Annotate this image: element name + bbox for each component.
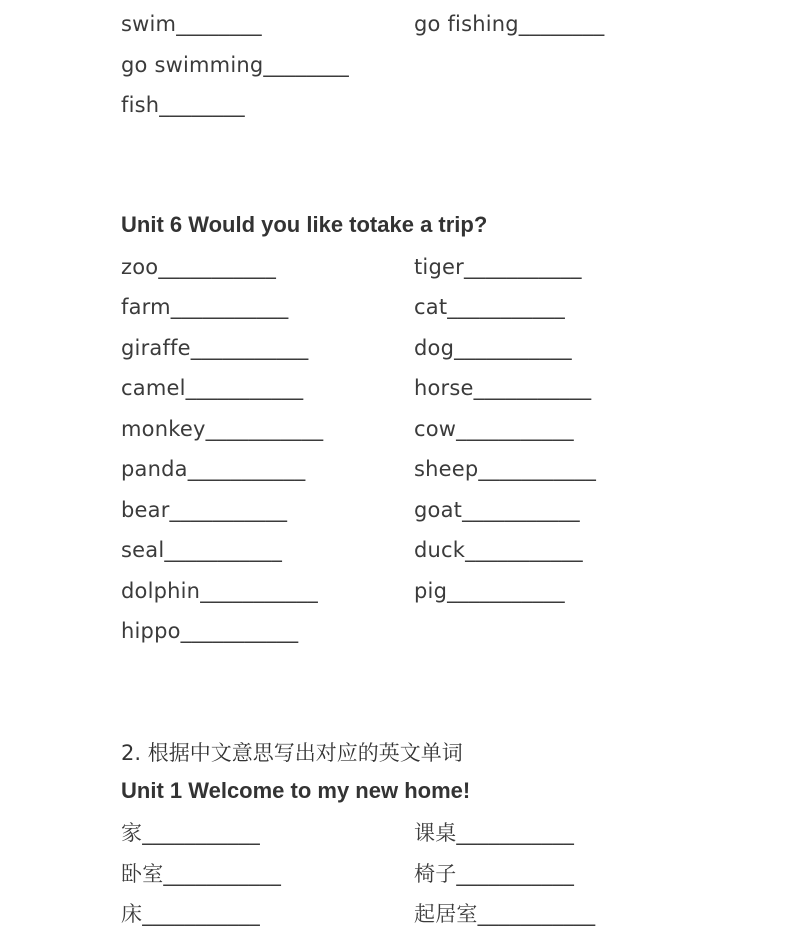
word-blank: pig___________ bbox=[414, 579, 565, 603]
word-row bbox=[0, 253, 800, 293]
word-blank: goat___________ bbox=[414, 498, 580, 522]
word-blank: tiger___________ bbox=[414, 255, 582, 279]
word-row bbox=[0, 496, 800, 536]
word-blank: 椅子___________ bbox=[414, 862, 575, 886]
word-row bbox=[0, 536, 800, 576]
word-blank: dog___________ bbox=[414, 336, 572, 360]
word-row bbox=[0, 860, 800, 900]
word-row bbox=[0, 51, 800, 91]
word-blank: fish________ bbox=[121, 93, 245, 117]
word-blank: seal___________ bbox=[121, 538, 283, 562]
word-blank: dolphin___________ bbox=[121, 579, 318, 603]
word-blank: 床___________ bbox=[121, 902, 260, 926]
word-blank: swim________ bbox=[121, 12, 262, 36]
word-row bbox=[0, 900, 800, 940]
word-blank: horse___________ bbox=[414, 376, 592, 400]
word-row bbox=[0, 577, 800, 617]
word-blank: panda___________ bbox=[121, 457, 306, 481]
word-blank: go fishing________ bbox=[414, 12, 605, 36]
word-blank: 卧室___________ bbox=[121, 862, 282, 886]
unit6-heading: Unit 6 Would you like totake a trip? bbox=[121, 212, 488, 237]
section2-instruction: 2. 根据中文意思写出对应的英文单词 bbox=[121, 741, 463, 765]
word-blank: 起居室___________ bbox=[414, 902, 596, 926]
word-blank: camel___________ bbox=[121, 376, 304, 400]
word-row bbox=[0, 91, 800, 131]
word-row bbox=[0, 455, 800, 495]
word-row bbox=[0, 293, 800, 333]
unit1-heading: Unit 1 Welcome to my new home! bbox=[121, 778, 471, 803]
word-row bbox=[0, 819, 800, 859]
word-blank: zoo___________ bbox=[121, 255, 277, 279]
word-row bbox=[0, 334, 800, 374]
word-blank: 家___________ bbox=[121, 821, 260, 845]
word-row bbox=[0, 10, 800, 50]
word-blank: giraffe___________ bbox=[121, 336, 309, 360]
word-blank: bear___________ bbox=[121, 498, 288, 522]
word-blank: duck___________ bbox=[414, 538, 583, 562]
word-blank: cat___________ bbox=[414, 295, 565, 319]
word-row bbox=[0, 617, 800, 657]
word-blank: monkey___________ bbox=[121, 417, 324, 441]
word-blank: hippo___________ bbox=[121, 619, 299, 643]
word-row bbox=[0, 374, 800, 414]
word-row bbox=[0, 415, 800, 455]
word-blank: go swimming________ bbox=[121, 53, 349, 77]
word-blank: cow___________ bbox=[414, 417, 574, 441]
word-blank: 课桌___________ bbox=[414, 821, 575, 845]
word-blank: sheep___________ bbox=[414, 457, 597, 481]
word-blank: farm___________ bbox=[121, 295, 289, 319]
